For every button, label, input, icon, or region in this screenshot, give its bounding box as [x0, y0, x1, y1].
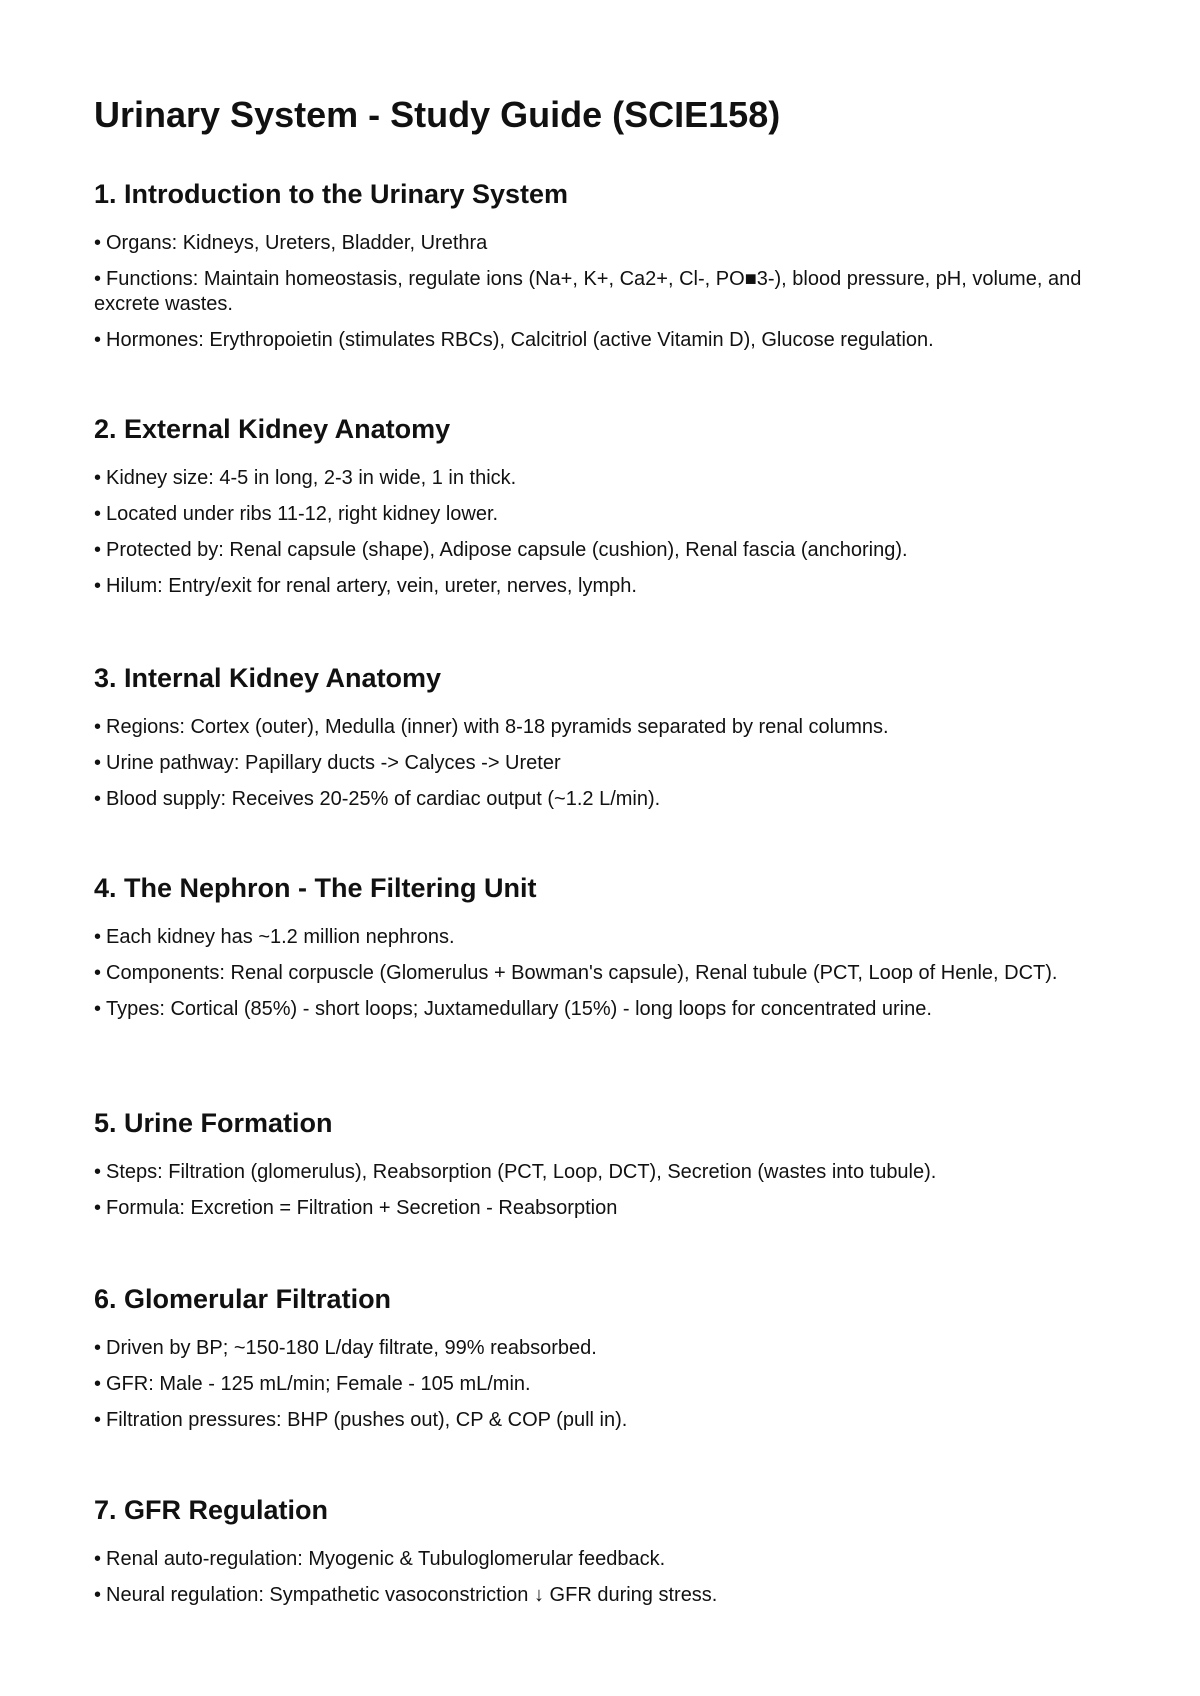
section-urine-formation: [94, 1107, 1124, 1232]
bullet-marker: •: [94, 926, 102, 948]
bullet-marker: •: [94, 962, 102, 984]
bullet-text: Filtration pressures: BHP (pushes out), CP & COP (pull in).: [106, 1409, 628, 1431]
bullet-text: Renal auto-regulation: Myogenic & Tubuloglomerular feedback.: [106, 1548, 666, 1570]
bullet-item: [94, 787, 1124, 812]
section-external-kidney-anatomy: [94, 413, 1124, 610]
bullet-item: [94, 997, 1124, 1022]
section-heading: 5. Urine Formation: [94, 1108, 333, 1138]
bullet-marker: •: [94, 467, 102, 489]
bullet-item: [94, 574, 1124, 599]
bullet-marker: •: [94, 752, 102, 774]
section-heading: 7. GFR Regulation: [94, 1495, 329, 1525]
bullet-marker: •: [94, 575, 102, 597]
section-heading: 3. Internal Kidney Anatomy: [94, 663, 442, 693]
bullet-marker: •: [94, 1373, 102, 1395]
bullet-text: Steps: Filtration (glomerulus), Reabsorption (PCT, Loop, DCT), Secretion (wastes into tubule).: [106, 1161, 937, 1183]
bullet-marker: •: [94, 998, 102, 1020]
bullet-text: Blood supply: Receives 20-25% of cardiac output (~1.2 L/min).: [106, 788, 661, 810]
bullet-marker: •: [94, 788, 102, 810]
bullet-marker: •: [94, 539, 102, 561]
section-heading: 1. Introduction to the Urinary System: [94, 179, 569, 209]
bullet-item: [94, 1583, 1124, 1608]
bullet-text: Organs: Kidneys, Ureters, Bladder, Urethra: [106, 232, 488, 254]
bullet-marker: •: [94, 716, 102, 738]
bullet-text: Formula: Excretion = Filtration + Secretion - Reabsorption: [106, 1197, 618, 1219]
bullet-item: [94, 1196, 1124, 1221]
bullet-item: [94, 538, 1124, 563]
bullet-marker: •: [94, 503, 102, 525]
bullet-text: Hormones: Erythropoietin (stimulates RBCs), Calcitriol (active Vitamin D), Glucose regulation.: [106, 329, 934, 351]
bullet-marker: •: [94, 1584, 102, 1606]
section-nephron: [94, 872, 1124, 1033]
bullet-item: [94, 502, 1124, 527]
bullet-item: [94, 1336, 1124, 1361]
bullet-item: [94, 1547, 1124, 1572]
bullet-item: [94, 925, 1124, 950]
bullet-marker: •: [94, 1337, 102, 1359]
section-glomerular-filtration: [94, 1283, 1124, 1444]
bullet-text: Types: Cortical (85%) - short loops; Juxtamedullary (15%) - long loops for concentrated urine.: [106, 998, 932, 1020]
bullet-item: [94, 1372, 1124, 1397]
bullet-text: Kidney size: 4-5 in long, 2-3 in wide, 1 in thick.: [106, 467, 517, 489]
bullet-text: Each kidney has ~1.2 million nephrons.: [106, 926, 455, 948]
bullet-text: Hilum: Entry/exit for renal artery, vein, ureter, nerves, lymph.: [106, 575, 637, 597]
bullet-marker: •: [94, 329, 102, 351]
section-heading: 2. External Kidney Anatomy: [94, 414, 451, 444]
bullet-marker: •: [94, 268, 102, 290]
section-heading: 4. The Nephron - The Filtering Unit: [94, 873, 537, 903]
bullet-marker: •: [94, 1548, 102, 1570]
bullet-item: [94, 267, 1124, 317]
bullet-item: [94, 1160, 1124, 1185]
bullet-text: GFR: Male - 125 mL/min; Female - 105 mL/min.: [106, 1373, 531, 1395]
section-internal-kidney-anatomy: [94, 662, 1124, 823]
bullet-item: [94, 466, 1124, 491]
section-heading: 6. Glomerular Filtration: [94, 1284, 392, 1314]
bullet-text: Urine pathway: Papillary ducts -> Calyces -> Ureter: [106, 752, 561, 774]
bullet-marker: •: [94, 1197, 102, 1219]
bullet-item: [94, 751, 1124, 776]
bullet-item: [94, 1408, 1124, 1433]
bullet-item: [94, 231, 1124, 256]
bullet-item: [94, 715, 1124, 740]
bullet-text: Neural regulation: Sympathetic vasoconstriction ↓ GFR during stress.: [106, 1584, 718, 1606]
bullet-marker: •: [94, 1161, 102, 1183]
bullet-text: Components: Renal corpuscle (Glomerulus + Bowman's capsule), Renal tubule (PCT, Loop of Henle, DCT).: [106, 962, 1058, 984]
bullet-marker: •: [94, 232, 102, 254]
bullet-item: [94, 328, 1124, 353]
bullet-text: Regions: Cortex (outer), Medulla (inner) with 8-18 pyramids separated by renal columns.: [106, 716, 889, 738]
bullet-text: Driven by BP; ~150-180 L/day filtrate, 99% reabsorbed.: [106, 1337, 597, 1359]
bullet-text: Protected by: Renal capsule (shape), Adipose capsule (cushion), Renal fascia (anchoring).: [106, 539, 908, 561]
bullet-item: [94, 961, 1124, 986]
bullet-text: Located under ribs 11-12, right kidney lower.: [106, 503, 499, 525]
section-introduction: [94, 178, 1124, 364]
document-title: Urinary System - Study Guide (SCIE158): [94, 94, 781, 135]
bullet-text: Functions: Maintain homeostasis, regulate ions (Na+, K+, Ca2+, Cl-, PO■3-), blood pressure, pH, volume, and excrete wastes.: [94, 268, 1082, 315]
bullet-marker: •: [94, 1409, 102, 1431]
section-gfr-regulation: [94, 1494, 1124, 1619]
